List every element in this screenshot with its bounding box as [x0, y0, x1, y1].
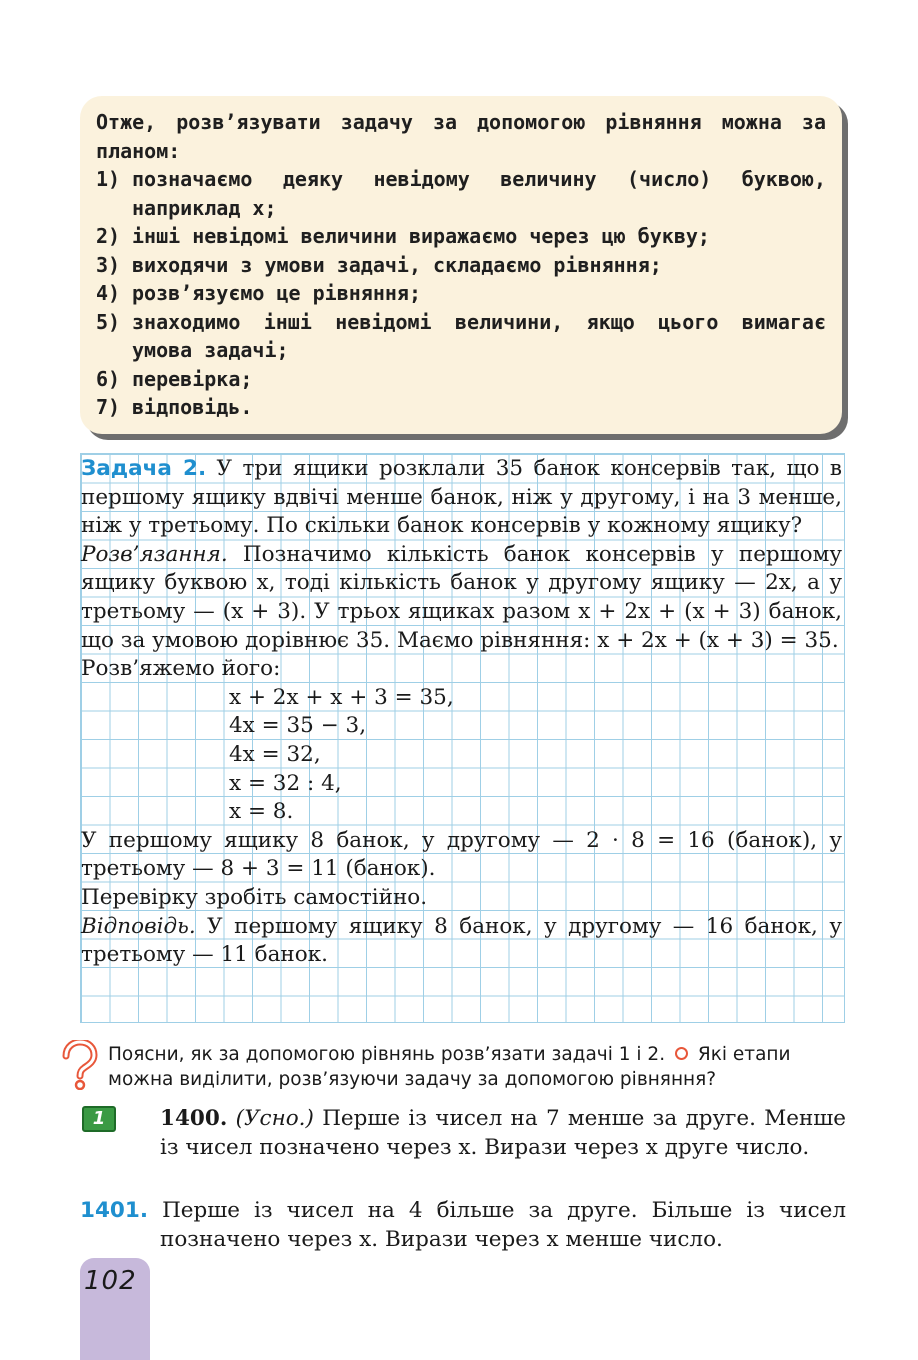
- circle-bullet-icon: [675, 1047, 688, 1060]
- equation-line: 4x = 35 − 3,: [229, 713, 367, 739]
- rule-step: 4) розв’язуємо це рівняння;: [96, 281, 421, 305]
- equation-line: x = 8.: [229, 799, 294, 825]
- exercise-number: 1401.: [80, 1198, 149, 1223]
- exercise-number: 1400.: [160, 1106, 228, 1131]
- exercise-1401: 1401. Перше із чисел на 4 більше за друге. Більше із чисел позначено через x. Вирази через x менше число.: [80, 1198, 847, 1252]
- page-number: 102: [84, 1266, 137, 1296]
- task-solution: Розв’язання. Позначимо кількість банок консервів у першому ящику буквою x, тоді кількість банок у другому ящику — 2x, а у третьому — (x + 3). У трьох ящиках разом x + 2x + (x + 3) банок, що за умовою дорівнює 35. Маємо рівняння: x + 2x + (x + 3) = 35.: [81, 541, 842, 653]
- rule-box: [80, 96, 842, 434]
- equation-line: x = 32 : 4,: [229, 770, 342, 796]
- task-check: Перевірку зробіть самостійно.: [81, 884, 428, 910]
- solve-intro: Розв’яжемо його:: [81, 656, 281, 682]
- equation-line: x + 2x + x + 3 = 35,: [229, 684, 454, 710]
- question-mark-icon: [58, 1040, 98, 1090]
- exercise-1400: 1400. (Усно.) Перше із чисел на 7 менше за друге. Менше із чисел позначено через x. Вирази через x друге число.: [160, 1106, 846, 1160]
- rule-step: 6) перевірка;: [96, 366, 253, 391]
- task-answer: Відповідь. У першому ящику 8 банок, у другому — 16 банок, у третьому — 11 банок.: [81, 913, 842, 968]
- solution-label: Розв’язання.: [81, 541, 228, 567]
- task-label: Задача 2.: [81, 456, 207, 481]
- task-2-grid: [80, 453, 845, 1023]
- rule-step: 3) виходячи з умови задачі, складаємо рівняння;: [96, 252, 662, 277]
- rule-intro: Отже, розв’язувати задачу за допомогою рівняння можна за планом:: [96, 110, 826, 163]
- oral-note: (Усно.): [235, 1106, 314, 1131]
- rule-step: 1) позначаємо деяку невідому величину (число) буквою, наприклад x;: [96, 167, 826, 220]
- rule-steps: [96, 165, 826, 422]
- equation-line: 4x = 32,: [229, 741, 321, 767]
- question-block: Поясни, як за допомогою рівнянь розв’язати задачі 1 і 2. Які етапи можна виділити, розв’язуючи задачу за допомогою рівняння?: [108, 1044, 791, 1090]
- rule-step: 7) відповідь.: [96, 395, 253, 419]
- answer-label: Відповідь.: [81, 913, 196, 939]
- task-statement: Задача 2. У три ящики розклали 35 банок консервів так, що в першому ящику вдвічі менше банок, ніж у другому, і на 3 менше, ніж у третьому. По скільки банок консервів у кожному ящику?: [81, 456, 842, 539]
- rule-step: 2) інші невідомі величини виражаємо через цю букву;: [96, 224, 710, 248]
- task-result: У першому ящику 8 банок, у другому — 2 · 8 = 16 (банок), у третьому — 8 + 3 = 11 (банок).: [81, 827, 842, 882]
- rule-step: 5) знаходимо інші невідомі величини, якщо цього вимагає умова задачі;: [96, 309, 826, 362]
- level-1-badge: 1: [82, 1106, 116, 1132]
